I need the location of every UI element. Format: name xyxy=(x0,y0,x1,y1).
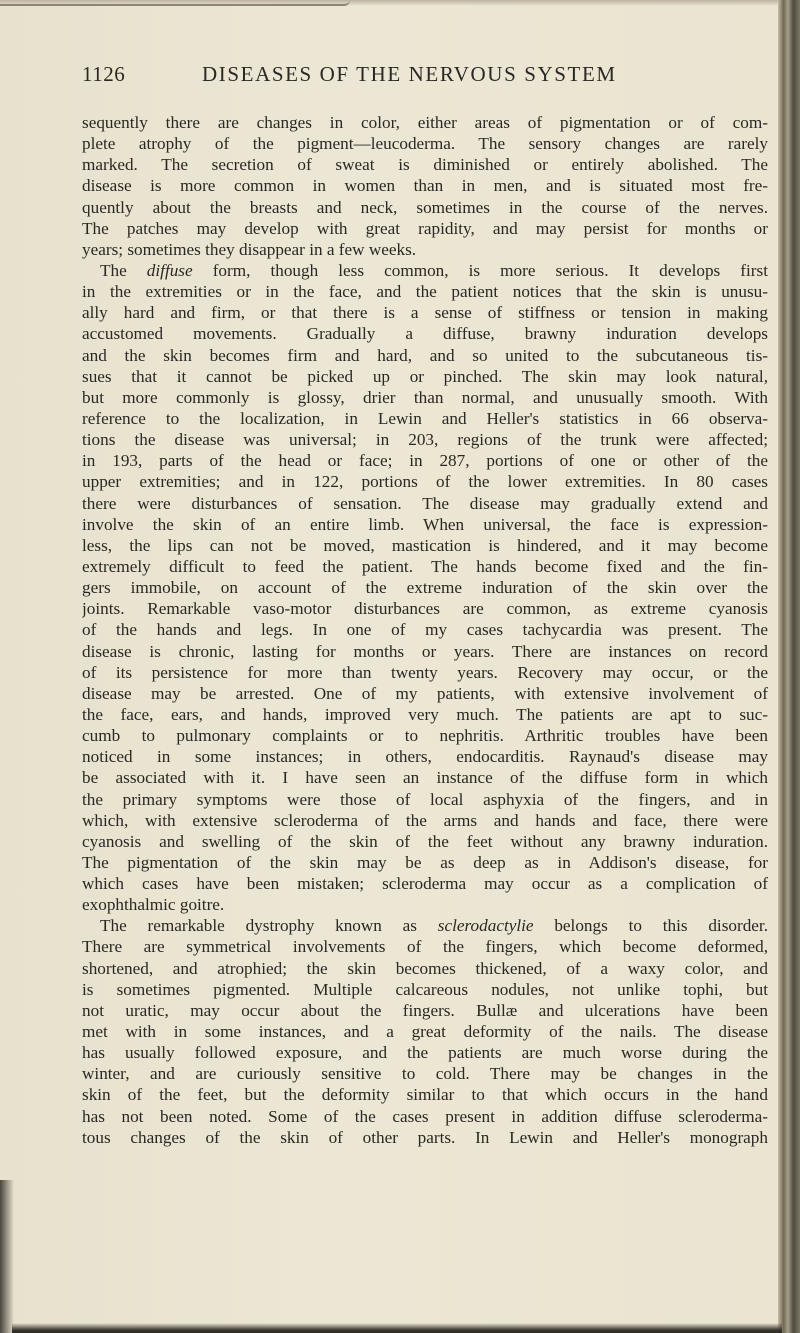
text-line: gers immobile, on account of the extreme induration of the skin over the xyxy=(82,578,768,598)
text-line: years; sometimes they disappear in a few weeks. xyxy=(82,239,417,259)
text-line: the primary symptoms were those of local asphyxia of the fingers, and in xyxy=(82,789,768,809)
text-line: sequently there are changes in color, either areas of pigmentation or of com- xyxy=(82,113,768,132)
bottom-page-edge xyxy=(12,1323,782,1333)
text-line: joints. Remarkable vaso-motor disturbances are common, as extreme cyanosis xyxy=(82,599,768,619)
text-line: cyanosis and swelling of the skin of the feet without any brawny induration. xyxy=(82,831,768,851)
text-line: has not been noted. Some of the cases present in addition diffuse scleroderma- xyxy=(82,1106,768,1126)
text-line: but more commonly is glossy, drier than normal, and unusually smooth. With xyxy=(82,387,768,407)
text-line: there were disturbances of sensation. The disease may gradually extend and xyxy=(82,493,768,513)
text-line: has usually followed exposure, and the patients are much worse during the xyxy=(82,1043,768,1063)
italic-term: sclerodactylie xyxy=(437,916,534,936)
binding-edge xyxy=(778,0,800,1333)
paragraph-lead: The xyxy=(100,260,147,280)
text-line: which cases have been mistaken; scleroderma may occur as a complication of xyxy=(82,874,768,894)
text-line: The pigmentation of the skin may be as deep as in Addison's disease, for xyxy=(82,852,768,872)
text-line: the face, ears, and hands, improved very much. The patients are apt to suc- xyxy=(82,704,768,724)
text-line: and the skin becomes firm and hard, and so united to the subcutaneous tis- xyxy=(82,345,768,365)
italic-term: diffuse xyxy=(146,260,193,280)
paragraph-opening-line xyxy=(82,260,768,281)
text-line: ally hard and firm, or that there is a sense of stiffness or tension in making xyxy=(82,303,768,323)
running-head xyxy=(82,62,762,92)
text-line: quently about the breasts and neck, sometimes in the course of the nerves. xyxy=(82,197,768,217)
text-line: There are symmetrical involvements of the fingers, which become deformed, xyxy=(82,937,768,957)
page-number: 1126 xyxy=(82,62,126,86)
text-line: met with in some instances, and a great deformity of the nails. The disease xyxy=(82,1022,768,1042)
paragraph-opening-line xyxy=(82,915,768,936)
text-line: not uratic, may occur about the fingers. Bullæ and ulcerations have been xyxy=(82,1000,768,1020)
text-line: which, with extensive scleroderma of the arms and hands and face, there were xyxy=(82,810,768,830)
running-title: DISEASES OF THE NERVOUS SYSTEM xyxy=(202,62,617,86)
text-line: winter, and are curiously sensitive to cold. There may be changes in the xyxy=(82,1064,768,1084)
top-page-curl xyxy=(0,0,350,6)
text-line: of the hands and legs. In one of my cases tachycardia was present. The xyxy=(82,620,768,640)
text-line: disease is chronic, lasting for months or years. There are instances on record xyxy=(82,641,768,661)
text-line: disease is more common in women than in men, and is situated most fre- xyxy=(82,176,768,196)
text-line: skin of the feet, but the deformity similar to that which occurs in the hand xyxy=(82,1085,768,1105)
text-line: reference to the localization, in Lewin and Heller's statistics in 66 observa- xyxy=(82,408,768,428)
text-line: is sometimes pigmented. Multiple calcareous nodules, not unlike tophi, but xyxy=(82,979,768,999)
text-line: noticed in some instances; in others, endocarditis. Raynaud's disease may xyxy=(82,747,768,767)
text-line: accustomed movements. Gradually a diffuse, brawny induration develops xyxy=(82,324,768,344)
text-line: tions the disease was universal; in 203, regions of the trunk were affected; xyxy=(82,430,768,450)
text-line: upper extremities; and in 122, portions of the lower extremities. In 80 cases xyxy=(82,472,768,492)
text-line: plete atrophy of the pigment—leucoderma. The sensory changes are rarely xyxy=(82,134,768,154)
text-line: in the extremities or in the face, and the patient notices that the skin is unusu- xyxy=(82,282,768,302)
text-line: The patches may develop with great rapidity, and may persist for months or xyxy=(82,218,768,238)
left-page-edge xyxy=(0,1180,14,1333)
paragraph-rest: form, though less common, is more serious. It develops first xyxy=(192,260,768,280)
text-line xyxy=(82,1148,768,1169)
text-line: be associated with it. I have seen an instance of the diffuse form in which xyxy=(82,768,768,788)
text-line: exophthalmic goitre. xyxy=(82,895,225,915)
text-line: of its persistence for more than twenty years. Recovery may occur, or the xyxy=(82,662,768,682)
text-line: extremely difficult to feed the patient. The hands become fixed and the fin- xyxy=(82,556,768,576)
paragraph-lead: The remarkable dystrophy known as xyxy=(100,916,438,936)
text-line: less, the lips can not be moved, mastication is hindered, and it may become xyxy=(82,535,768,555)
paragraph-rest: belongs to this disorder. xyxy=(533,916,768,936)
body-text xyxy=(82,112,768,1169)
text-line: in 193, parts of the head or face; in 287, portions of one or other of the xyxy=(82,451,768,471)
text-line: shortened, and atrophied; the skin becomes thickened, of a waxy color, and xyxy=(82,958,768,978)
text-line: disease may be arrested. One of my patients, with extensive involvement of xyxy=(82,683,768,703)
text-line: tous changes of the skin of other parts. In Lewin and Heller's monograph xyxy=(82,1127,768,1147)
text-line: involve the skin of an entire limb. When universal, the face is expression- xyxy=(82,514,768,534)
text-line: cumb to pulmonary complaints or to nephritis. Arthritic troubles have been xyxy=(82,726,768,746)
text-line: sues that it cannot be picked up or pinched. The skin may look natural, xyxy=(82,366,768,386)
text-line: marked. The secretion of sweat is diminished or entirely abolished. The xyxy=(82,155,768,175)
